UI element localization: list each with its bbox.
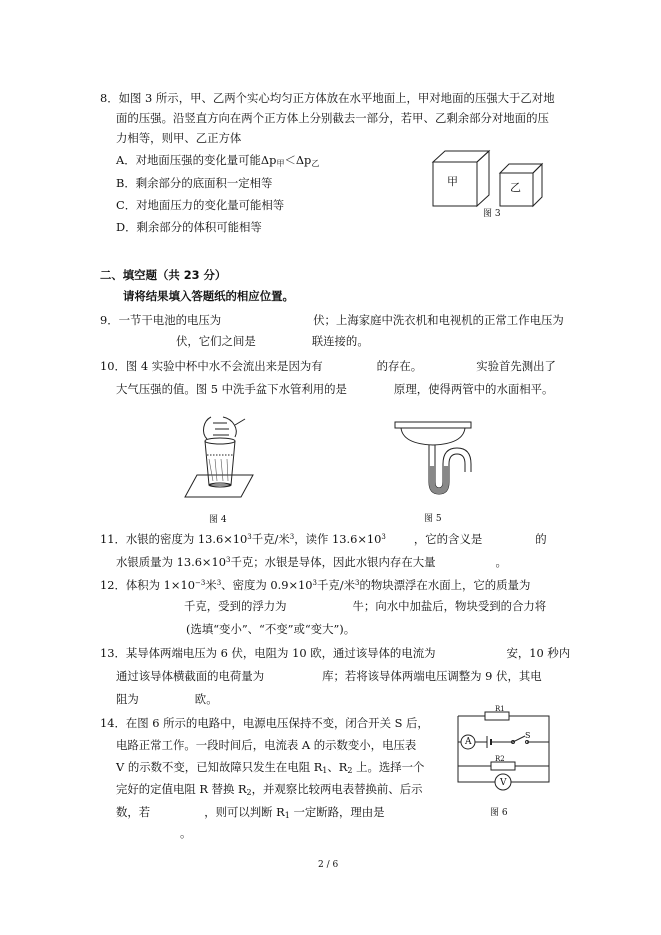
q14-text-4b: ，并观察比较两电表替换前、后示 xyxy=(251,782,423,796)
label-switch: S xyxy=(525,731,531,740)
q14-text-5c: 一定断路，理由是 xyxy=(289,805,385,819)
q12-sup-1: −3 xyxy=(194,579,206,587)
q14-sub-2: 2 xyxy=(347,766,353,775)
q13-text-3a: 阻为 xyxy=(116,692,139,706)
sink-basin xyxy=(401,428,465,445)
figure-3-caption: 图 3 xyxy=(483,209,501,219)
q11-sup-3: 3 xyxy=(381,533,386,541)
q12-text-1c: 、密度为 0.9×10 xyxy=(221,578,313,592)
figure-4-cup-experiment xyxy=(183,415,253,501)
q11-text-2a: 水银质量为 13.6×10 xyxy=(116,555,226,569)
q13-text-2b: 库；若将该导体两端电压调整为 9 伏，其电 xyxy=(322,669,542,683)
cube-jia-label: 甲 xyxy=(447,175,458,188)
q8-option-c: C．对地面压力的变化量可能相等 xyxy=(116,198,285,212)
q11-text-2b: 千克；水银是导体，因此水银内存在大量 xyxy=(230,555,436,569)
hand xyxy=(204,417,237,439)
q14-line6: 。 xyxy=(180,826,192,840)
q13-text-3b: 欧。 xyxy=(194,692,218,706)
q14-line1: 14．在图 6 所示的电路中，电源电压保持不变，闭合开关 S 后， xyxy=(100,716,429,730)
q9-text-1a: 9．一节干电池的电压为 xyxy=(100,313,222,327)
glass-rim xyxy=(205,438,235,444)
q14-sub-4: 1 xyxy=(284,811,290,820)
q14-sub-3: 2 xyxy=(246,788,252,797)
label-voltmeter: V xyxy=(500,778,507,788)
q12-text-1d: 千克/米 xyxy=(316,578,355,592)
q9-text-2b: 联连接的。 xyxy=(311,334,369,348)
figure-5-caption: 图 5 xyxy=(424,514,442,524)
cube-yi-side xyxy=(533,164,542,206)
q8-option-a-mid: ＜Δp xyxy=(284,153,312,167)
q8-option-d: D．剩余部分的体积可能相等 xyxy=(116,220,262,234)
u-tube-water xyxy=(429,466,449,494)
q9-text-2a: 伏，它们之间是 xyxy=(176,334,256,348)
resistor-r2 xyxy=(491,762,515,770)
page-number: 2 / 6 xyxy=(318,860,339,870)
q14-line2: 电路正常工作。一段时间后，电流表 A 的示数变小，电压表 xyxy=(116,738,417,752)
label-r2: R2 xyxy=(495,755,505,763)
q14-line4 xyxy=(116,782,423,800)
q9-text-1b: 伏；上海家庭中洗衣机和电视机的正常工作电压为 xyxy=(313,313,564,327)
q10-text-1c: 实验首先测出了 xyxy=(476,359,556,373)
q12-text-2b: 牛；向水中加盐后，物块受到的合力将 xyxy=(352,599,547,613)
q11-text-1d: ，它的含义是 xyxy=(413,532,483,546)
figure-6-circuit xyxy=(457,704,557,800)
label-ammeter: A xyxy=(465,737,472,747)
q14-text-5a: 数，若 xyxy=(116,805,151,819)
q11-text-1a: 11．水银的密度为 13.6×10 xyxy=(100,532,248,546)
q9-line1 xyxy=(100,313,564,327)
q13-text-1a: 13．某导体两端电压为 6 伏，电阻为 10 欧，通过该导体的电流为 xyxy=(100,646,436,660)
q11-text-1b: 千克/米 xyxy=(251,532,290,546)
q13-text-2a: 通过该导体横截面的电荷量为 xyxy=(116,669,265,683)
q11-text-1c: ，读作 13.6×10 xyxy=(294,532,382,546)
q11-text-2c: 。 xyxy=(495,555,507,569)
q9-line2 xyxy=(116,334,369,348)
table-surface xyxy=(185,475,253,497)
q12-sup-4: 3 xyxy=(355,579,360,587)
q14-text-3a: V 的示数不变，已知故障只发生在电阻 R xyxy=(116,760,323,774)
q12-line3: (选填“变小”、“不变”或“变大”)。 xyxy=(186,622,356,636)
q11-text-1e: 的 xyxy=(535,532,547,546)
q14-line3 xyxy=(116,760,424,778)
q14-text-4a: 完好的定值电阻 R 替换 R xyxy=(116,782,247,796)
q8-line1: 8．如图 3 所示，甲、乙两个实心均匀正方体放在水平地面上，甲对地面的压强大于乙对地 xyxy=(100,91,555,105)
q12-line2 xyxy=(116,599,546,613)
q14-sub-1: 1 xyxy=(322,766,328,775)
label-r1: R1 xyxy=(495,705,505,713)
q10-text-1b: 的存在。 xyxy=(376,359,423,373)
q14-text-5b: ，则可以判断 R xyxy=(204,805,285,819)
q14-text-3c: 上。选择一个 xyxy=(352,760,425,774)
cube-yi-label: 乙 xyxy=(510,181,521,194)
q11-line2 xyxy=(116,553,507,569)
q11-line1 xyxy=(100,530,547,546)
q8-option-a-sub1: 甲 xyxy=(276,159,285,168)
cube-jia-top xyxy=(433,151,489,162)
section-2-instruction: 请将结果填入答题纸的相应位置。 xyxy=(123,289,294,303)
q13-line3 xyxy=(116,692,218,706)
q12-sup-2: 3 xyxy=(216,579,222,587)
q12-text-2a: 千克，受到的浮力为 xyxy=(184,599,287,613)
cube-yi-top xyxy=(500,164,542,173)
q11-sup-2: 3 xyxy=(289,533,295,541)
q8-line3: 力相等，则甲、乙正方体 xyxy=(116,131,242,145)
figure-5-sink-u-tube xyxy=(393,418,473,498)
q13-text-1b: 安，10 秒内 xyxy=(506,646,571,660)
q12-text-1a: 12．体积为 1×10 xyxy=(100,578,195,592)
q10-text-2b: 原理，使得两管中的水面相平。 xyxy=(393,382,554,396)
q12-sup-3: 3 xyxy=(312,579,317,587)
q8-option-a xyxy=(116,153,319,171)
figure-6-caption: 图 6 xyxy=(490,808,508,818)
q10-line1 xyxy=(100,359,556,373)
q14-line5 xyxy=(116,805,385,823)
q8-option-a-text: A．对地面压强的变化量可能Δp xyxy=(116,153,277,167)
q8-option-b: B．剩余部分的底面积一定相等 xyxy=(116,176,273,190)
q14-text-3b: 、R xyxy=(327,760,348,774)
q10-line2 xyxy=(116,382,553,396)
outer-wire xyxy=(458,716,549,782)
q13-line1 xyxy=(100,646,570,660)
wrist xyxy=(235,419,245,425)
figure-4-caption: 图 4 xyxy=(209,515,227,525)
q12-text-1e: 的物块漂浮在水面上，它的质量为 xyxy=(359,578,531,592)
q13-line2 xyxy=(116,669,542,683)
q8-line2: 面的压强。沿竖直方向在两个正方体上分别截去一部分，若甲、乙剩余部分对地面的压 xyxy=(116,111,549,125)
sink-rim xyxy=(395,422,471,428)
cube-jia-side xyxy=(477,151,489,206)
q8-option-a-sub2: 乙 xyxy=(311,159,320,168)
resistor-r1 xyxy=(485,712,509,720)
section-2-title: 二、填空题（共 23 分） xyxy=(100,268,227,282)
u-tube-inner xyxy=(435,445,471,488)
q12-line1 xyxy=(100,576,530,592)
q10-text-1a: 10．图 4 实验中杯中水不会流出来是因为有 xyxy=(100,359,323,373)
q12-text-1b: 米 xyxy=(205,578,217,592)
q10-text-2a: 大气压强的值。图 5 中洗手盆下水管利用的是 xyxy=(116,382,347,396)
q11-sup-1: 3 xyxy=(247,533,252,541)
q11-sup-4: 3 xyxy=(225,556,231,564)
